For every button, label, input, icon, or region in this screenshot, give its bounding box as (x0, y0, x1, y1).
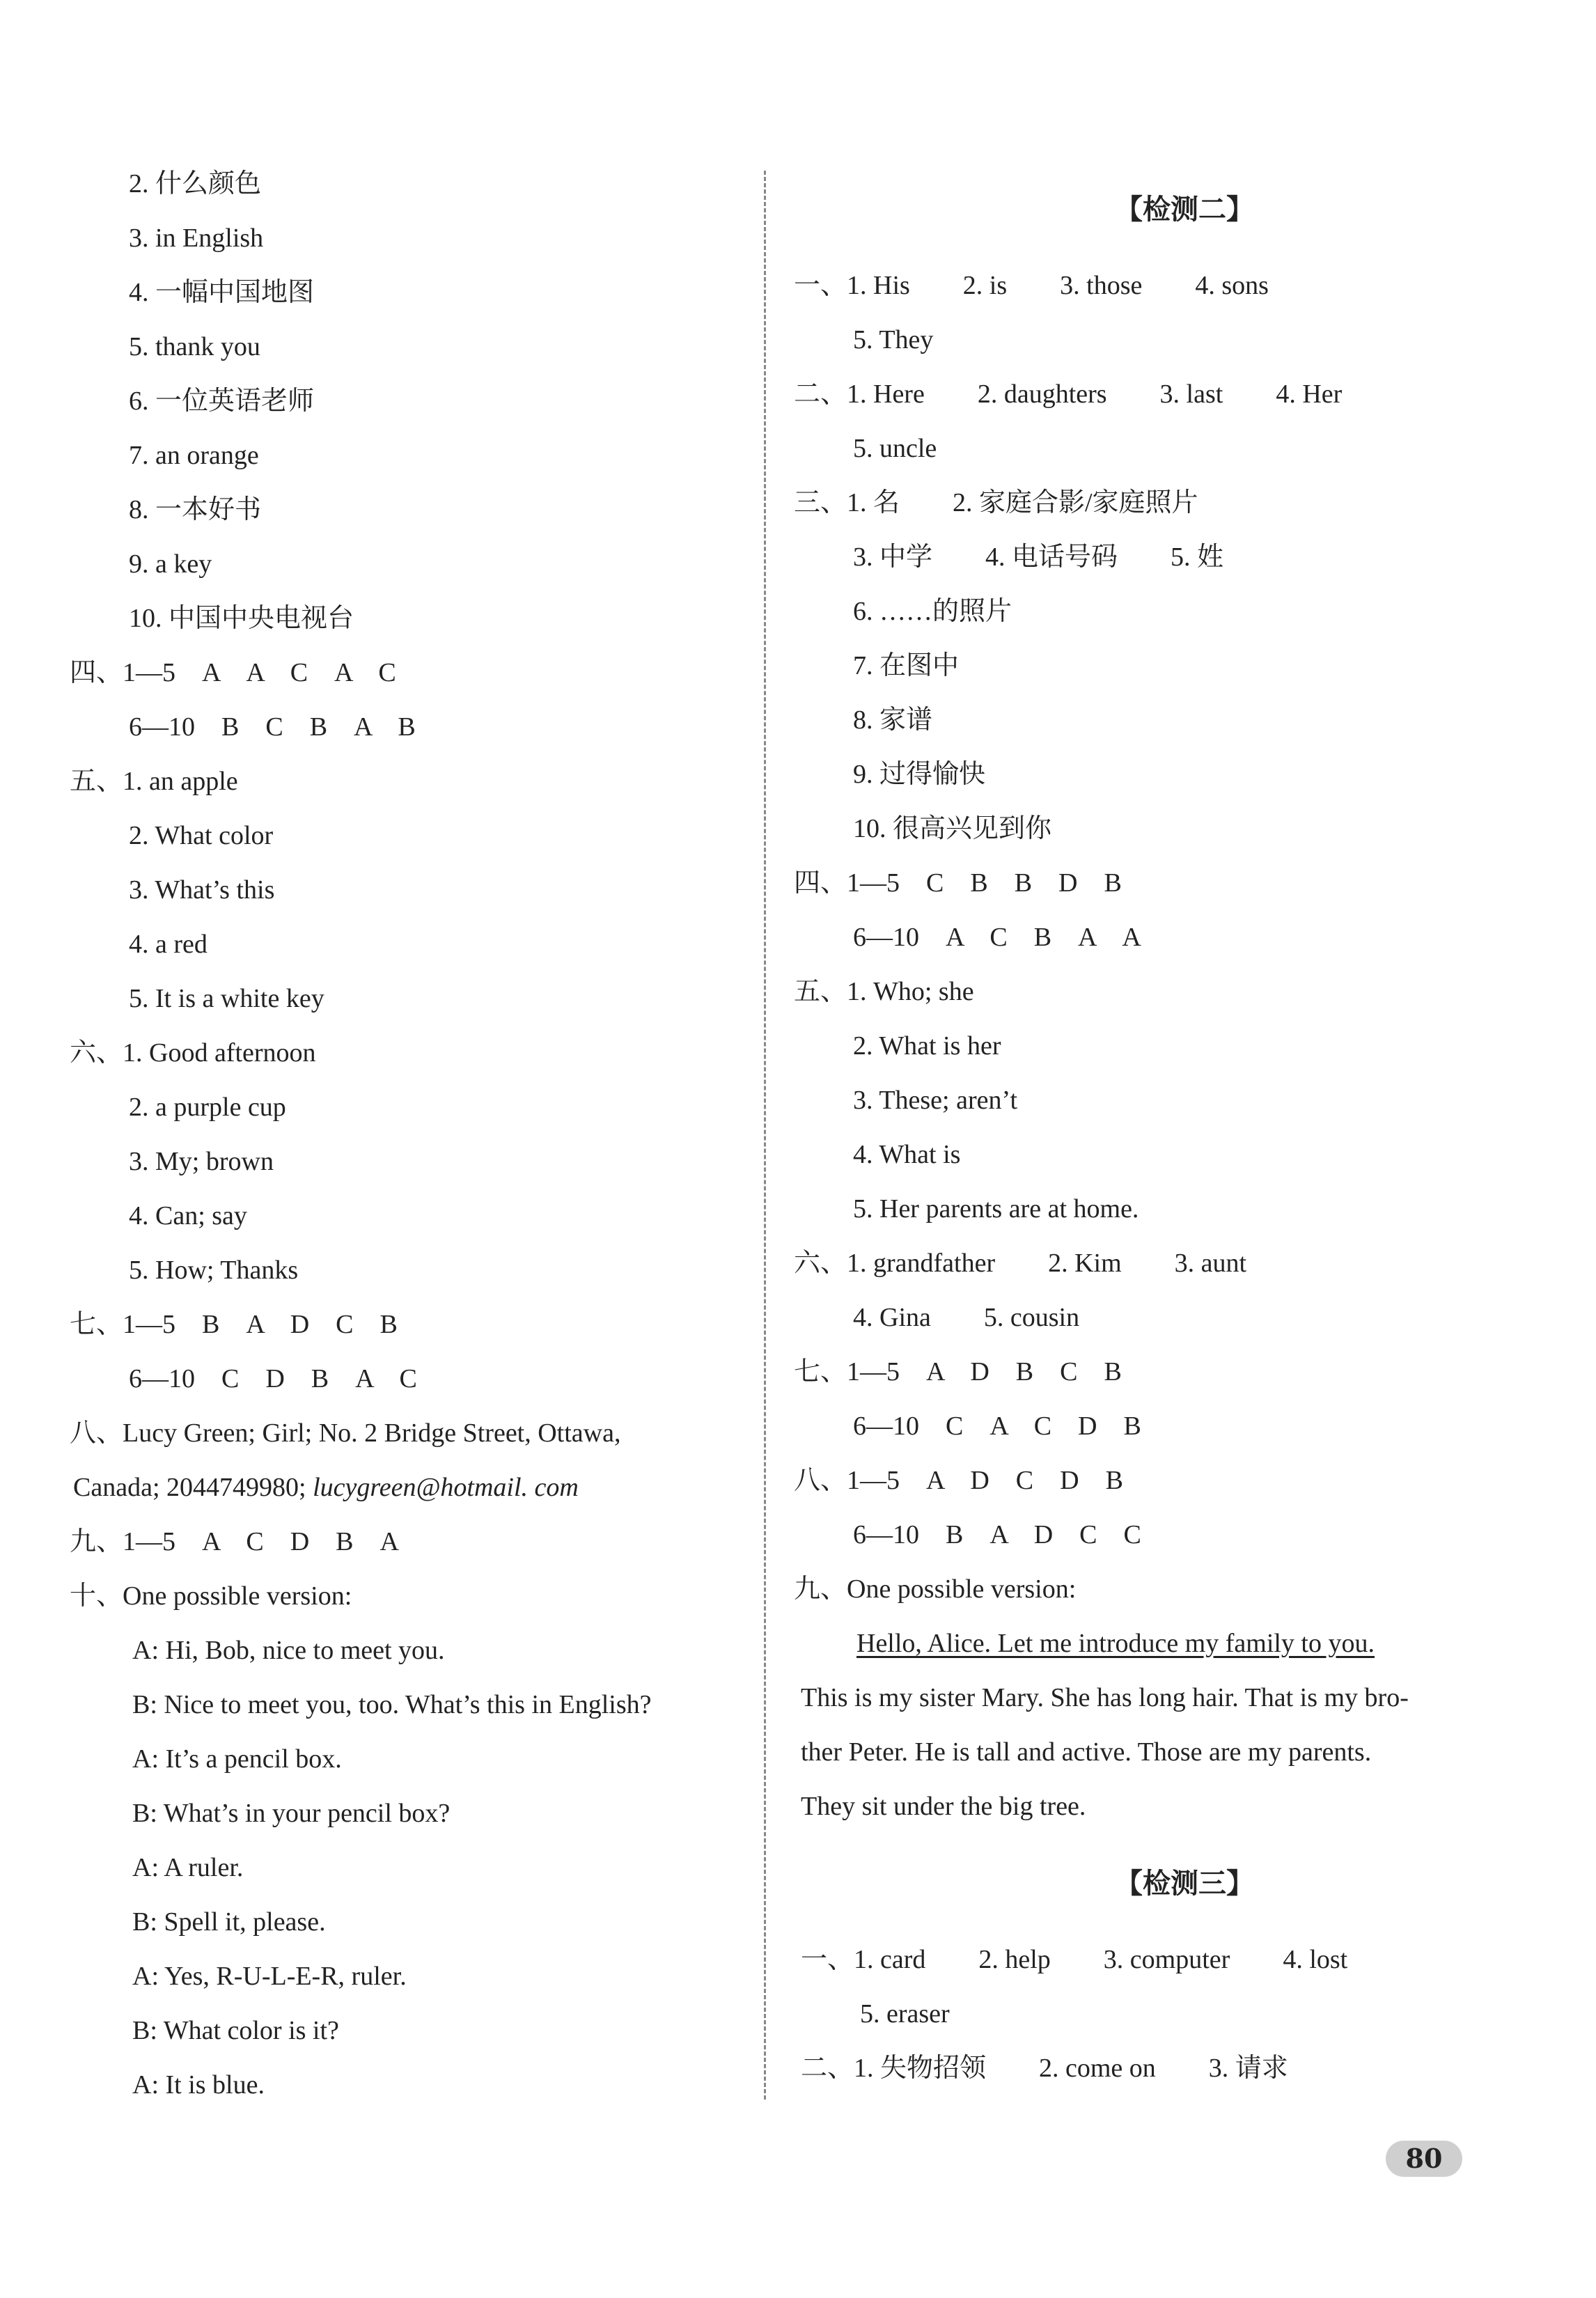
answer-line: 八、1—5 A D C D B (794, 1466, 1123, 1495)
dialogue-line: B: What color is it? (132, 2016, 339, 2045)
essay-first-line: Hello, Alice. Let me introduce my family to you. (856, 1629, 1375, 1658)
answer-line: 六、1. Good afternoon (70, 1038, 316, 1068)
contact-text: Canada; 2044749980; (73, 1473, 313, 1502)
answer-line: 2. 什么颜色 (129, 169, 262, 198)
answer-line: 8. 家谱 (853, 705, 933, 735)
answer-line: 4. What is (853, 1140, 961, 1169)
answer-line: 七、1—5 A D B C B (794, 1357, 1122, 1386)
answer-line (73, 1471, 579, 1504)
answer-line: 3. in English (129, 224, 264, 253)
answer-line: 一、1. card 2. help 3. computer 4. lost (801, 1945, 1348, 1974)
email-address: lucygreen@hotmail. com (313, 1473, 579, 1502)
dialogue-line: A: Yes, R-U-L-E-R, ruler. (132, 1962, 407, 1991)
answer-line: 七、1—5 B A D C B (70, 1310, 398, 1339)
column-divider (764, 171, 766, 2100)
answer-line: 5. They (853, 325, 934, 354)
dialogue-line: B: Nice to meet you, too. What’s this in English? (132, 1690, 652, 1719)
answer-line: 3. My; brown (129, 1147, 274, 1176)
answer-line: 六、1. grandfather 2. Kim 3. aunt (794, 1249, 1247, 1278)
answer-line: 3. 中学 4. 电话号码 5. 姓 (853, 542, 1224, 572)
answer-line: 6. 一位英语老师 (129, 386, 315, 416)
dialogue-line: A: It is blue. (132, 2070, 265, 2100)
answer-line: 4. Gina 5. cousin (853, 1303, 1080, 1332)
answer-line: 6—10 B C B A B (129, 712, 416, 742)
dialogue-line: A: Hi, Bob, nice to meet you. (132, 1636, 445, 1665)
page-number: 80 (1386, 2141, 1462, 2177)
answer-line: 九、1—5 A C D B A (70, 1527, 399, 1556)
answer-line: 五、1. Who; she (794, 977, 974, 1006)
answer-line: 9. 过得愉快 (853, 760, 986, 789)
essay-line: This is my sister Mary. She has long hair. That is my bro- (801, 1683, 1409, 1712)
answer-line: 7. an orange (129, 441, 259, 470)
answer-line: 5. Her parents are at home. (853, 1194, 1139, 1224)
answer-line: 十、One possible version: (70, 1581, 352, 1611)
answer-line: 10. 很高兴见到你 (853, 814, 1052, 843)
answer-line: 3. These; aren’t (853, 1086, 1018, 1115)
answer-line: 三、1. 名 2. 家庭合影/家庭照片 (794, 488, 1198, 517)
answer-line: 8. 一本好书 (129, 495, 262, 524)
section-heading: 【检测二】 (1115, 194, 1254, 226)
answer-line: 二、1. 失物招领 2. come on 3. 请求 (801, 2054, 1288, 2083)
answer-line: 6. ……的照片 (853, 597, 1012, 626)
answer-line: 四、1—5 C B B D B (794, 868, 1122, 898)
answer-line: 6—10 C A C D B (853, 1412, 1141, 1441)
dialogue-line: A: It’s a pencil box. (132, 1744, 342, 1774)
answer-line: 九、One possible version: (794, 1574, 1077, 1604)
answer-line: 7. 在图中 (853, 651, 960, 680)
answer-line: 9. a key (129, 549, 212, 579)
section-heading: 【检测三】 (1115, 1868, 1254, 1900)
answer-line: 5. thank you (129, 332, 260, 361)
dialogue-line: B: What’s in your pencil box? (132, 1799, 451, 1828)
essay-line: They sit under the big tree. (801, 1792, 1086, 1821)
essay-line: ther Peter. He is tall and active. Those are my parents. (801, 1737, 1372, 1767)
answer-line: 6—10 B A D C C (853, 1520, 1141, 1549)
answer-line: 5. eraser (860, 1999, 950, 2029)
answer-line: 6—10 A C B A A (853, 923, 1141, 952)
answer-line: 4. Can; say (129, 1201, 247, 1230)
answer-line: 八、Lucy Green; Girl; No. 2 Bridge Street, Ottawa, (70, 1418, 621, 1448)
answer-line: 4. 一幅中国地图 (129, 278, 315, 307)
answer-line: 5. How; Thanks (129, 1256, 299, 1285)
answer-line: 6—10 C D B A C (129, 1364, 417, 1393)
answer-line: 4. a red (129, 930, 208, 959)
answer-line: 2. What color (129, 821, 274, 850)
answer-line: 四、1—5 A A C A C (70, 658, 396, 687)
answer-line: 5. uncle (853, 434, 937, 463)
answer-line: 5. It is a white key (129, 984, 324, 1013)
dialogue-line: B: Spell it, please. (132, 1907, 326, 1937)
dialogue-line: A: A ruler. (132, 1853, 244, 1882)
answer-line: 2. What is her (853, 1031, 1001, 1061)
answer-line: 五、1. an apple (70, 767, 238, 796)
answer-line: 2. a purple cup (129, 1093, 286, 1122)
answer-line: 一、1. His 2. is 3. those 4. sons (794, 271, 1269, 300)
answer-line: 二、1. Here 2. daughters 3. last 4. Her (794, 380, 1343, 409)
answer-line: 3. What’s this (129, 875, 275, 905)
answer-line: 10. 中国中央电视台 (129, 604, 354, 633)
